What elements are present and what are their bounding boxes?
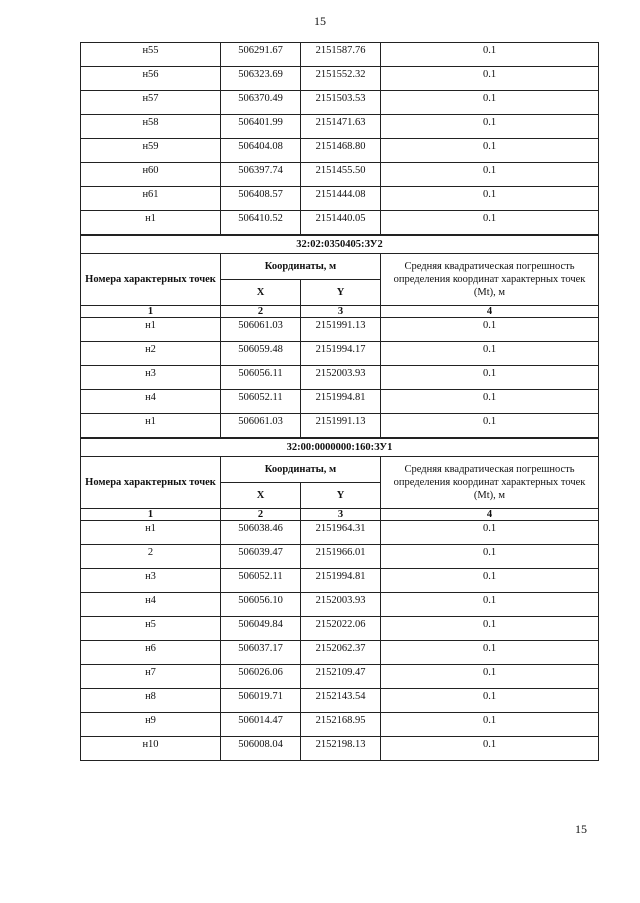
table-row [81, 342, 599, 366]
y-coordinate-cell: 2151455.50 [301, 163, 381, 187]
error-cell: 0.1 [381, 43, 599, 67]
table-row [81, 91, 599, 115]
point-name-cell: н1 [81, 521, 221, 545]
table-row [81, 187, 599, 211]
y-coordinate-cell: 2151991.13 [301, 414, 381, 439]
point-name-cell: н3 [81, 569, 221, 593]
section-title: 32:00:0000000:160:ЗУ1 [81, 438, 599, 457]
table-row [81, 737, 599, 761]
x-coordinate-cell: 506370.49 [221, 91, 301, 115]
x-coordinate-cell: 506037.17 [221, 641, 301, 665]
y-coordinate-cell: 2152003.93 [301, 366, 381, 390]
point-name-cell: н7 [81, 665, 221, 689]
header-error: Средняя квадратическая погрешность определения координат характерных точек (Mt), м [381, 254, 599, 306]
x-coordinate-cell: 506291.67 [221, 43, 301, 67]
error-cell: 0.1 [381, 67, 599, 91]
x-coordinate-cell: 506061.03 [221, 318, 301, 342]
table-row [81, 390, 599, 414]
section-title: 32:02:0350405:ЗУ2 [81, 235, 599, 254]
point-name-cell: н57 [81, 91, 221, 115]
y-coordinate-cell: 2151552.32 [301, 67, 381, 91]
table-row [81, 211, 599, 236]
table-row [81, 318, 599, 342]
point-name-cell: н10 [81, 737, 221, 761]
page-number-bottom: 15 [575, 822, 587, 836]
point-name-cell: н8 [81, 689, 221, 713]
table-row [81, 689, 599, 713]
y-coordinate-cell: 2151444.08 [301, 187, 381, 211]
point-name-cell: н58 [81, 115, 221, 139]
point-name-cell: н1 [81, 318, 221, 342]
y-coordinate-cell: 2152198.13 [301, 737, 381, 761]
error-cell: 0.1 [381, 641, 599, 665]
x-coordinate-cell: 506014.47 [221, 713, 301, 737]
x-coordinate-cell: 506052.11 [221, 569, 301, 593]
x-coordinate-cell: 506052.11 [221, 390, 301, 414]
section-title-row [81, 438, 599, 457]
error-cell: 0.1 [381, 318, 599, 342]
y-coordinate-cell: 2151503.53 [301, 91, 381, 115]
x-coordinate-cell: 506026.06 [221, 665, 301, 689]
y-coordinate-cell: 2151440.05 [301, 211, 381, 236]
y-coordinate-cell: 2152143.54 [301, 689, 381, 713]
point-name-cell: н2 [81, 342, 221, 366]
column-number: 3 [301, 509, 381, 521]
error-cell: 0.1 [381, 593, 599, 617]
header-x: X [221, 280, 301, 306]
point-name-cell: н1 [81, 211, 221, 236]
x-coordinate-cell: 506061.03 [221, 414, 301, 439]
table-row [81, 593, 599, 617]
error-cell: 0.1 [381, 390, 599, 414]
y-coordinate-cell: 2152168.95 [301, 713, 381, 737]
error-cell: 0.1 [381, 617, 599, 641]
x-coordinate-cell: 506401.99 [221, 115, 301, 139]
column-number: 3 [301, 306, 381, 318]
table-row [81, 67, 599, 91]
point-name-cell: н6 [81, 641, 221, 665]
column-number-row [81, 306, 599, 318]
table-row [81, 713, 599, 737]
error-cell: 0.1 [381, 211, 599, 236]
y-coordinate-cell: 2151471.63 [301, 115, 381, 139]
table-row [81, 569, 599, 593]
point-name-cell: н3 [81, 366, 221, 390]
y-coordinate-cell: 2152022.06 [301, 617, 381, 641]
table-row [81, 43, 599, 67]
page-number-top: 15 [314, 14, 326, 28]
error-cell: 0.1 [381, 689, 599, 713]
error-cell: 0.1 [381, 163, 599, 187]
x-coordinate-cell: 506410.52 [221, 211, 301, 236]
error-cell: 0.1 [381, 342, 599, 366]
column-number: 4 [381, 306, 599, 318]
error-cell: 0.1 [381, 665, 599, 689]
header-row [81, 254, 599, 280]
y-coordinate-cell: 2151994.17 [301, 342, 381, 366]
error-cell: 0.1 [381, 139, 599, 163]
x-coordinate-cell: 506059.48 [221, 342, 301, 366]
error-cell: 0.1 [381, 569, 599, 593]
point-name-cell: н1 [81, 414, 221, 439]
header-y: Y [301, 280, 381, 306]
x-coordinate-cell: 506408.57 [221, 187, 301, 211]
error-cell: 0.1 [381, 713, 599, 737]
y-coordinate-cell: 2151587.76 [301, 43, 381, 67]
error-cell: 0.1 [381, 115, 599, 139]
x-coordinate-cell: 506056.10 [221, 593, 301, 617]
header-coordinates: Координаты, м [221, 457, 381, 483]
column-number-row [81, 509, 599, 521]
coordinates-table [80, 42, 599, 761]
table-row [81, 163, 599, 187]
y-coordinate-cell: 2152062.37 [301, 641, 381, 665]
table-row [81, 414, 599, 439]
point-name-cell: н61 [81, 187, 221, 211]
x-coordinate-cell: 506008.04 [221, 737, 301, 761]
table-row [81, 665, 599, 689]
error-cell: 0.1 [381, 187, 599, 211]
column-number: 2 [221, 509, 301, 521]
x-coordinate-cell: 506038.46 [221, 521, 301, 545]
y-coordinate-cell: 2151964.31 [301, 521, 381, 545]
header-x: X [221, 483, 301, 509]
table-row [81, 641, 599, 665]
point-name-cell: н59 [81, 139, 221, 163]
column-number: 1 [81, 306, 221, 318]
y-coordinate-cell: 2151994.81 [301, 390, 381, 414]
y-coordinate-cell: 2152109.47 [301, 665, 381, 689]
header-coordinates: Координаты, м [221, 254, 381, 280]
y-coordinate-cell: 2151991.13 [301, 318, 381, 342]
table-row [81, 521, 599, 545]
x-coordinate-cell: 506056.11 [221, 366, 301, 390]
column-number: 4 [381, 509, 599, 521]
x-coordinate-cell: 506019.71 [221, 689, 301, 713]
x-coordinate-cell: 506049.84 [221, 617, 301, 641]
x-coordinate-cell: 506404.08 [221, 139, 301, 163]
error-cell: 0.1 [381, 366, 599, 390]
x-coordinate-cell: 506323.69 [221, 67, 301, 91]
error-cell: 0.1 [381, 737, 599, 761]
error-cell: 0.1 [381, 545, 599, 569]
point-name-cell: н60 [81, 163, 221, 187]
header-points: Номера характерных точек [81, 457, 221, 509]
error-cell: 0.1 [381, 91, 599, 115]
point-name-cell: н56 [81, 67, 221, 91]
table-row [81, 139, 599, 163]
header-points: Номера характерных точек [81, 254, 221, 306]
y-coordinate-cell: 2152003.93 [301, 593, 381, 617]
y-coordinate-cell: 2151966.01 [301, 545, 381, 569]
table-row [81, 115, 599, 139]
header-error: Средняя квадратическая погрешность определения координат характерных точек (Mt), м [381, 457, 599, 509]
header-y: Y [301, 483, 381, 509]
point-name-cell: н4 [81, 593, 221, 617]
table-row [81, 545, 599, 569]
x-coordinate-cell: 506039.47 [221, 545, 301, 569]
point-name-cell: н5 [81, 617, 221, 641]
table-row [81, 366, 599, 390]
section-title-row [81, 235, 599, 254]
error-cell: 0.1 [381, 521, 599, 545]
error-cell: 0.1 [381, 414, 599, 439]
point-name-cell: н9 [81, 713, 221, 737]
y-coordinate-cell: 2151994.81 [301, 569, 381, 593]
x-coordinate-cell: 506397.74 [221, 163, 301, 187]
point-name-cell: н55 [81, 43, 221, 67]
column-number: 1 [81, 509, 221, 521]
y-coordinate-cell: 2151468.80 [301, 139, 381, 163]
header-row [81, 457, 599, 483]
column-number: 2 [221, 306, 301, 318]
table-row [81, 617, 599, 641]
point-name-cell: 2 [81, 545, 221, 569]
point-name-cell: н4 [81, 390, 221, 414]
